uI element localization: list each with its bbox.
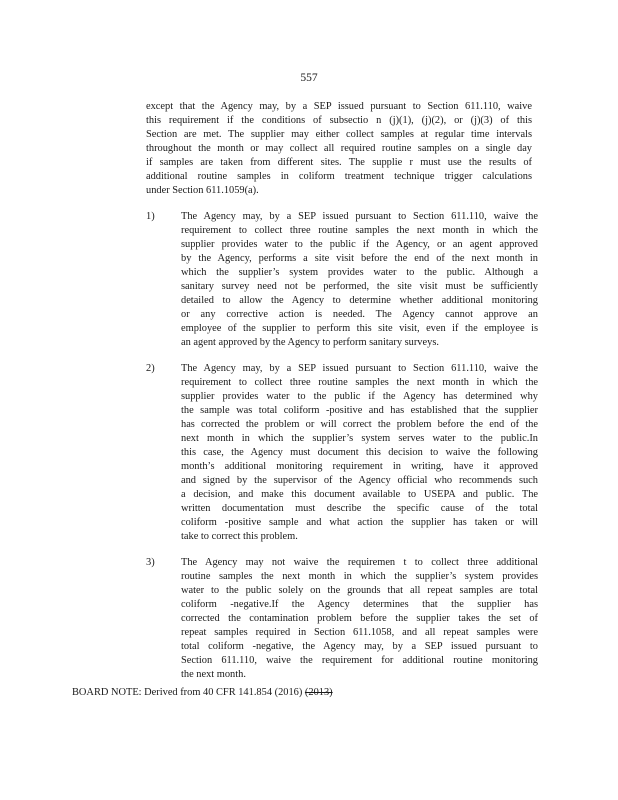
text-line: sanitary survey need not be performed, the site visit must be sufficiently xyxy=(181,281,538,292)
text-line: or any corrective action is needed. The Agency cannot approve an xyxy=(181,309,538,320)
text-line: take to correct this problem. xyxy=(181,531,298,542)
text-line: except that the Agency may, by a SEP issued pursuant to Section 611.110, waive xyxy=(146,101,532,112)
text-line: coliform -positive sample and what action the supplier has taken or will xyxy=(181,517,538,528)
text-line: month’s additional monitoring requirement in writing, have it approved xyxy=(181,461,538,472)
text-line: employee of the supplier to perform this site visit, even if the employee is xyxy=(181,323,538,334)
text-line: corrected the contamination problem before the supplier takes the set of xyxy=(181,613,538,624)
text-line: supplier provides water to the public if the Agency has determined why xyxy=(181,391,538,402)
board-note xyxy=(72,686,333,700)
text-line: coliform -negative.If the Agency determines that the supplier has xyxy=(181,599,538,610)
text-line: an agent approved by the Agency to perform sanitary surveys. xyxy=(181,337,439,348)
text-line: this case, the Agency must document this decision to waive the following xyxy=(181,447,538,458)
list-marker: 3) xyxy=(146,557,155,568)
text-line: a decision, and make this document available to USEPA and public. The xyxy=(181,489,538,500)
text-line: The Agency may, by a SEP issued pursuant to Section 611.110, waive the xyxy=(181,363,538,374)
text-line: The Agency may not waive the requiremen t to collect three additional xyxy=(181,557,538,568)
text-line: water to the public solely on the grounds that all repeat samples are total xyxy=(181,585,538,596)
text-line: routine samples the next month in which the supplier’s system provides xyxy=(181,571,538,582)
list-marker: 2) xyxy=(146,363,155,374)
text-line: next month in which the supplier’s system serves water to the public.In xyxy=(181,433,538,444)
text-line: written documentation must describe the specific cause of the total xyxy=(181,503,538,514)
page-number: 557 xyxy=(300,72,318,84)
text-line: requirement to collect three routine samples the next month in which the xyxy=(181,377,538,388)
text-line: Section are met. The supplier may either collect samples at regular time intervals xyxy=(146,129,532,140)
text-line: the sample was total coliform -positive and has established that the supplier xyxy=(181,405,538,416)
board-note-text: BOARD NOTE: Derived from 40 CFR 141.854 (2016) xyxy=(72,687,305,698)
text-line: additional routine samples in coliform treatment technique trigger calculations xyxy=(146,171,532,182)
text-line: repeat samples required in Section 611.1058, and all repeat samples were xyxy=(181,627,538,638)
text-line: the next month. xyxy=(181,669,246,680)
text-line: by the Agency, performs a site visit before the end of the next month in xyxy=(181,253,538,264)
text-line: which the supplier’s system provides water to the public. Although a xyxy=(181,267,538,278)
text-line: has corrected the problem or will correct the problem before the end of the xyxy=(181,419,538,430)
text-line: under Section 611.1059(a). xyxy=(146,185,259,196)
text-line: and signed by the supervisor of the Agency official who recommends such xyxy=(181,475,538,486)
text-line: detailed to allow the Agency to determine whether additional monitoring xyxy=(181,295,538,306)
text-line: Section 611.110, waive the requirement for additional routine monitoring xyxy=(181,655,538,666)
text-line: supplier provides water to the public if the Agency, or an agent approved xyxy=(181,239,538,250)
text-line: if samples are taken from different sites. The supplie r must use the results of xyxy=(146,157,532,168)
text-line: The Agency may, by a SEP issued pursuant to Section 611.110, waive the xyxy=(181,211,538,222)
list-marker: 1) xyxy=(146,211,155,222)
struck-year: (2013) xyxy=(304,687,333,698)
text-line: throughout the month or may collect all required routine samples on a single day xyxy=(146,143,532,154)
text-line: requirement to collect three routine samples the next month in which the xyxy=(181,225,538,236)
text-line: this requirement if the conditions of subsectio n (j)(1), (j)(2), or (j)(3) of this xyxy=(146,115,532,126)
text-line: total coliform -negative, the Agency may, by a SEP issued pursuant to xyxy=(181,641,538,652)
